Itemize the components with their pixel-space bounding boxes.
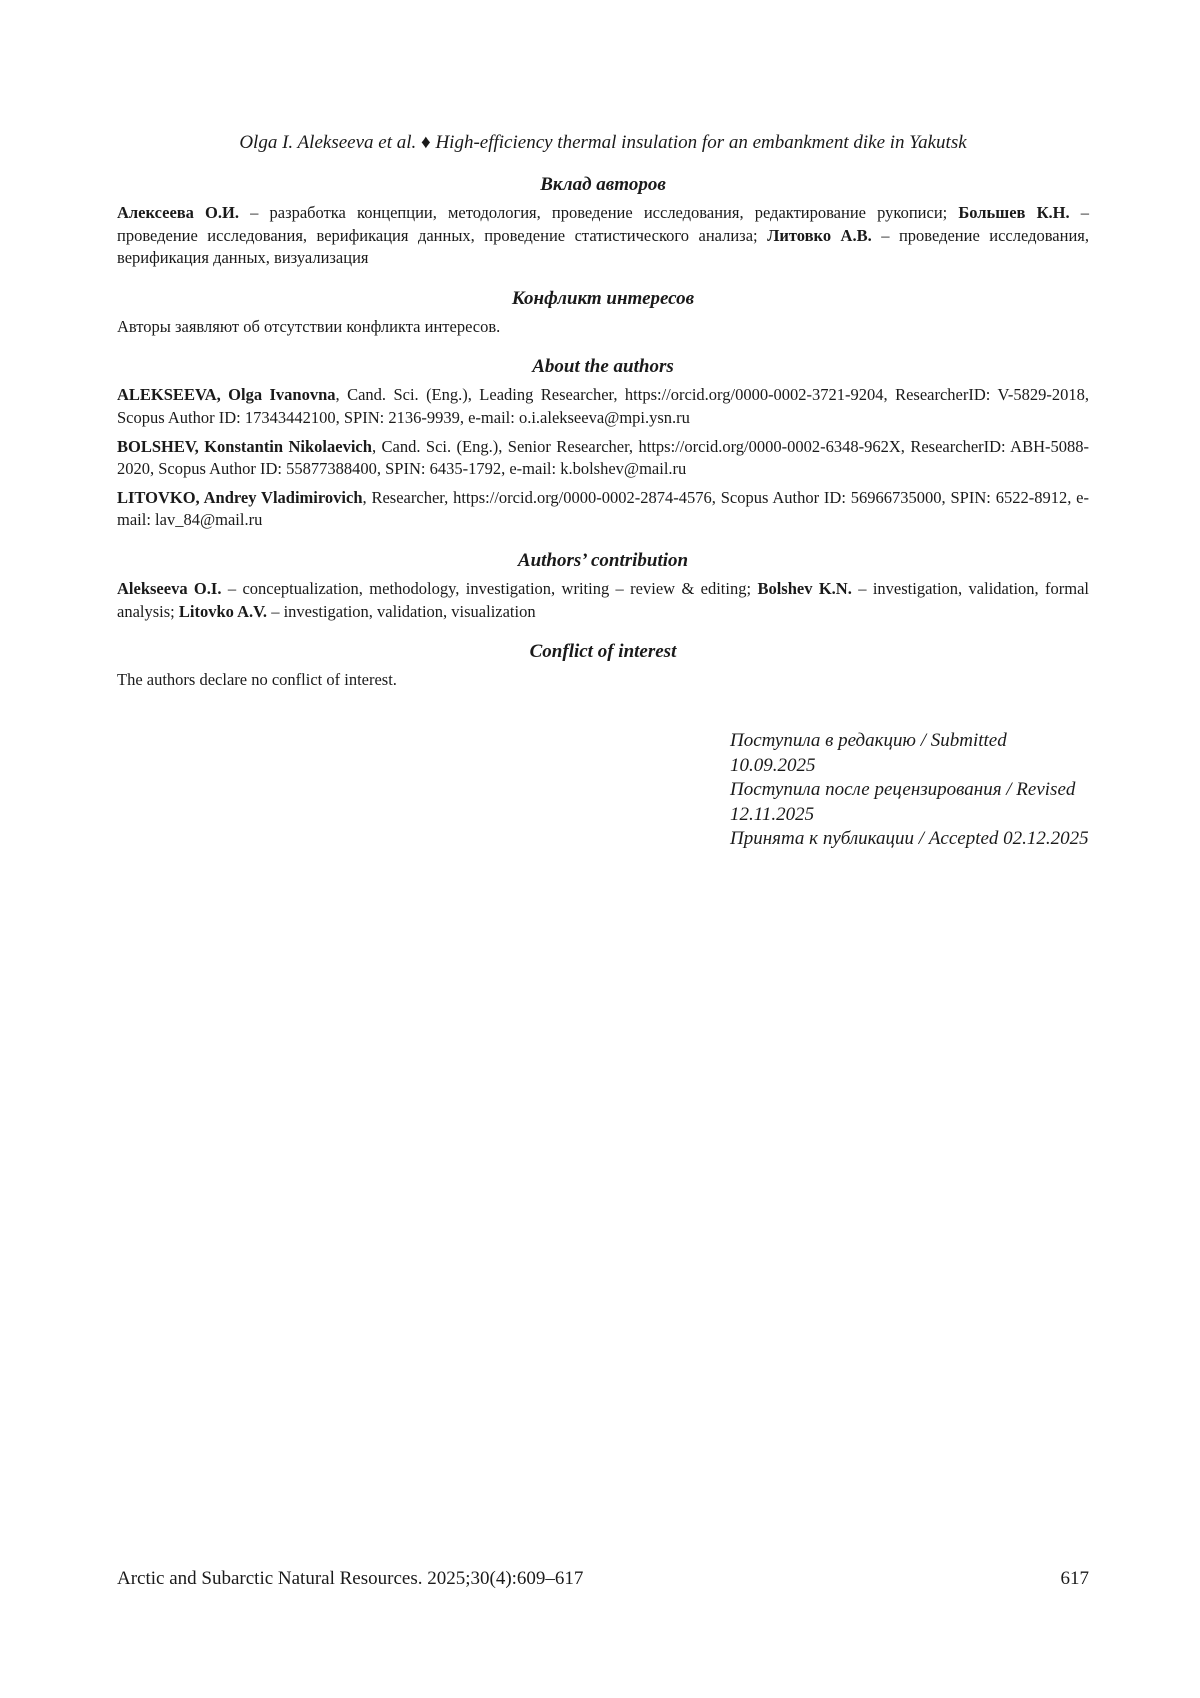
en-contribution-text: Alekseeva O.I. – conceptualization, methodology, investigation, writing – review & editing; Bolshev K.N. – investigation, validation, formal analysis; Litovko A.V. – investigation, validation, visualization [117,578,1090,621]
en-author-2-name: Bolshev K.N. [757,578,852,598]
submission-dates [730,729,1089,852]
author-bio-alekseeva: ALEKSEEVA, Olga Ivanovna, Cand. Sci. (Eng.), Leading Researcher, https://orcid.org/0000-0002-3721-9204, ResearcherID: V-5829-2018, Scopus Author ID: 17343442100, SPIN: 2136-9939, e-mail: o.i.alekseeva@mpi.ysn.ru [117,385,1089,427]
journal-citation: Arctic and Subarctic Natural Resources. 2025;30(4):609–617 [117,1568,584,1589]
author-bio-name: ALEKSEEVA, Olga Ivanovna [117,385,336,405]
main-content [117,174,1089,698]
author-bio-name: LITOVKO, Andrey Vladimirovich [117,487,363,507]
en-conflict-heading: Conflict of interest [529,641,677,663]
revised-date: Поступила после рецензирования / Revised 12.11.2025 [730,779,1076,825]
author-bio-bolshev: BOLSHEV, Konstantin Nikolaevich, Cand. Sci. (Eng.), Senior Researcher, https://orcid.org/0000-0002-6348-962X, ResearcherID: ABH-5088-2020, Scopus Author ID: 55877388400, SPIN: 6435-1792, e-mail: k.bolshev@mail.ru [117,436,1089,479]
en-author-1-name: Alekseeva O.I. [117,578,222,598]
ru-contribution-text: Алексеева О.И. – разработка концепции, методология, проведение исследования, редактирование рукописи; Большев К.Н. – проведение исследования, верификация данных, проведение статистического анализа; Литовко А.В. – проведение исследования, верификация данных, визуализация [117,203,1090,268]
running-head-authors: Olga I. Alekseeva et al. [239,132,417,153]
ru-conflict-text: Авторы заявляют об отсутствии конфликта интересов. [117,316,501,336]
author-bio-litovko: LITOVKO, Andrey Vladimirovich, Researcher, https://orcid.org/0000-0002-2874-4576, Scopus Author ID: 56966735000, SPIN: 6522-8912, e-mail: lav_84@mail.ru [117,487,1089,530]
about-authors-heading: About the authors [532,356,674,378]
page-footer [117,1568,1089,1590]
running-head [117,132,1089,154]
en-author-3-name: Litovko A.V. [178,601,268,621]
submitted-date: Поступила в редакцию / Submitted 10.09.2025 [730,730,1007,776]
running-head-title: High-efficiency thermal insulation for an embankment dike in Yakutsk [435,132,967,153]
en-conflict-text: The authors declare no conflict of interest. [117,670,397,690]
ru-author-1-name: Алексеева О.И. [117,203,239,222]
page-number: 617 [1060,1568,1089,1589]
author-bio-name: BOLSHEV, Konstantin Nikolaevich [117,436,372,456]
running-head-separator: ♦ [421,132,431,153]
ru-contribution-heading: Вклад авторов [540,174,666,195]
ru-conflict-heading: Конфликт интересов [511,287,695,309]
ru-author-2-name: Большев К.Н. [958,203,1070,222]
ru-author-3-name: Литовко А.В. [767,225,872,245]
en-contribution-heading: Authors’ contribution [517,549,689,571]
accepted-date: Принята к публикации / Accepted 02.12.2025 [730,828,1089,849]
